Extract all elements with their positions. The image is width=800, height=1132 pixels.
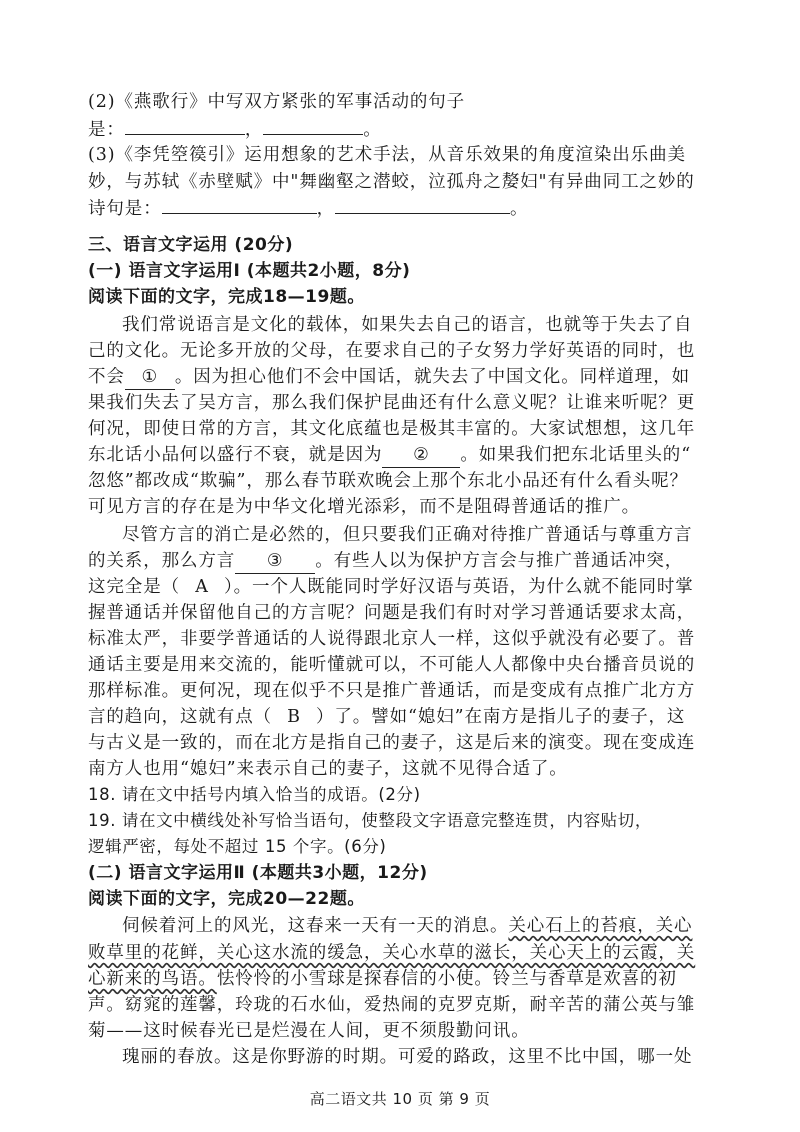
page-footer: 高二语文共 10 页 第 9 页: [309, 1090, 491, 1108]
bracket-a[interactable]: A: [195, 577, 209, 597]
passage1-line: 那样标准。更何况，现在似乎不只是推广普通话，而是变成有点推广北方方: [88, 681, 696, 701]
text: 。有些人以为保护方言会与推广普通话冲突，: [315, 551, 684, 571]
passage1-line: [88, 365, 690, 390]
text: 言的趋向，这就有点（: [88, 707, 272, 727]
passage2-line: 菊——这时候春光已是烂漫在人间，更不须殷勤问讯。: [88, 1021, 530, 1041]
bracket-b[interactable]: B: [287, 707, 301, 727]
q3-line1: (3)《李凭箜篌引》运用想象的艺术手法，从音乐效果的角度渲染出乐曲美: [88, 145, 686, 165]
text: 伺候着河上的风光，这春来一天有一天的消息。: [122, 916, 509, 936]
q2-line2: [88, 117, 382, 142]
q3-line3: [88, 196, 528, 221]
text: ）。一个人既能同时学好汉语与英语，为什么就不能同时掌: [224, 577, 694, 597]
q2-line1: (2)《燕歌行》中写双方紧张的军事活动的句子: [88, 92, 466, 112]
text: 。如果我们把东北话里头的“: [460, 445, 692, 465]
passage1-line: [88, 575, 694, 599]
passage2-line: [88, 941, 695, 965]
q2-prefix: 是：: [88, 120, 125, 140]
part1-instruction: 阅读下面的文字，完成18—19题。: [88, 287, 365, 307]
wavy-underlined-text: 败草里的花鲜，关心这水流的缓急，关心水草的滋长，关心天上的云霞，关: [88, 943, 696, 963]
question-19-line1: 19. 请在文中横线处补写恰当语句，使整段文字语意完整连贯，内容贴切，: [88, 811, 652, 830]
answer-blank[interactable]: [125, 117, 245, 135]
passage1-line: 我们常说语言是文化的载体，如果失去自己的语言，也就等于失去了自: [122, 315, 693, 335]
answer-blank[interactable]: [263, 117, 363, 135]
passage1-line: [88, 705, 685, 729]
passage2-line: 瑰丽的春放。这是你野游的时期。可爱的路政，这里不比中国，哪一处: [122, 1047, 693, 1067]
blank-2[interactable]: ②: [382, 443, 460, 468]
passage2-line: 声。窈窕的莲馨，玲珑的石水仙，爱热闹的克罗克斯，耐辛苦的蒲公英与雏: [88, 995, 696, 1015]
passage1-line: 己的文化。无论多开放的父母，在要求自己的子女努力学好英语的同时，也: [88, 341, 696, 361]
question-18: 18. 请在文中括号内填入恰当的成语。(2分): [88, 785, 421, 804]
answer-blank[interactable]: [162, 196, 317, 214]
text: 怯怜怜的小雪球是探春信的小使。铃兰与香草是欢喜的初: [216, 969, 677, 989]
period: 。: [510, 199, 529, 219]
passage1-line: [88, 549, 683, 574]
passage1-line: 南方人也用“媳妇”来表示自己的妻子，这就不见得合适了。: [88, 759, 568, 779]
answer-blank[interactable]: [335, 196, 510, 214]
comma: ，: [316, 199, 336, 219]
text: 东北话小品何以盛行不衰，就是因为: [88, 445, 383, 465]
part1-title: (一) 语言文字运用Ⅰ (本题共2小题，8分): [88, 261, 411, 281]
passage1-line: 果我们失去了吴方言，那么我们保护昆曲还有什么意义呢？让谁来听呢？更: [88, 393, 696, 413]
text: 这完全是（: [88, 577, 180, 597]
text: 。因为担心他们不会中国话，就失去了中国文化。同样道理，如: [174, 367, 691, 387]
period: 。: [363, 120, 382, 140]
passage2-line: [122, 914, 692, 938]
passage2-line: [88, 967, 677, 991]
passage1-line: 标准太严，非要学普通话的人说得跟北京人一样，这似乎就没有必要了。普: [88, 629, 696, 649]
passage1-line: 忽悠”都改成“欺骗”，那么春节联欢晚会上那个东北小品还有什么看头呢？: [88, 471, 688, 491]
wavy-underlined-text: 关心石上的苔痕，关心: [508, 916, 693, 936]
text: 不会: [88, 367, 125, 387]
passage1-line: 尽管方言的消亡是必然的，但只要我们正确对待推广普通话与尊重方言: [122, 525, 693, 545]
passage1-line: 握普通话并保留他自己的方言呢？问题是我们有时对学习普通话要求太高，: [88, 603, 696, 623]
comma: ，: [244, 120, 264, 140]
question-19-line2: 逻辑严密，每处不超过 15 个字。(6分): [88, 837, 387, 856]
passage1-line: 可见方言的存在是为中华文化增光添彩，而不是阻碍普通话的推广。: [88, 497, 640, 517]
text: ）了。譬如“媳妇”在南方是指儿子的妻子，这: [316, 707, 686, 727]
part2-instruction: 阅读下面的文字，完成20—22题。: [88, 889, 365, 909]
part2-title: (二) 语言文字运用Ⅱ (本题共3小题，12分): [88, 863, 428, 883]
passage1-line: 通话主要是用来交流的，能听懂就可以，不可能人人都像中央台播音员说的: [88, 655, 696, 675]
passage1-line: [88, 443, 691, 468]
passage1-line: 何况，即使日常的方言，其文化底蕴也是极其丰富的。大家试想想，这几年: [88, 419, 696, 439]
text: 的关系，那么方言: [88, 551, 236, 571]
wavy-underlined-text: 心新来的鸟语。: [88, 969, 217, 989]
passage1-line: 与古义是一致的，而在北方是指自己的妻子，这是后来的演变。现在变成连: [88, 733, 696, 753]
blank-3[interactable]: ③: [235, 549, 315, 574]
blank-1[interactable]: ①: [125, 365, 175, 390]
q3-prefix: 诗句是：: [88, 199, 162, 219]
section-title: 三、语言文字运用 (20分): [88, 235, 294, 255]
q3-line2: 妙，与苏轼《赤壁赋》中"舞幽壑之潜蛟，泣孤舟之嫠妇"有异曲同工之妙的: [88, 172, 695, 192]
